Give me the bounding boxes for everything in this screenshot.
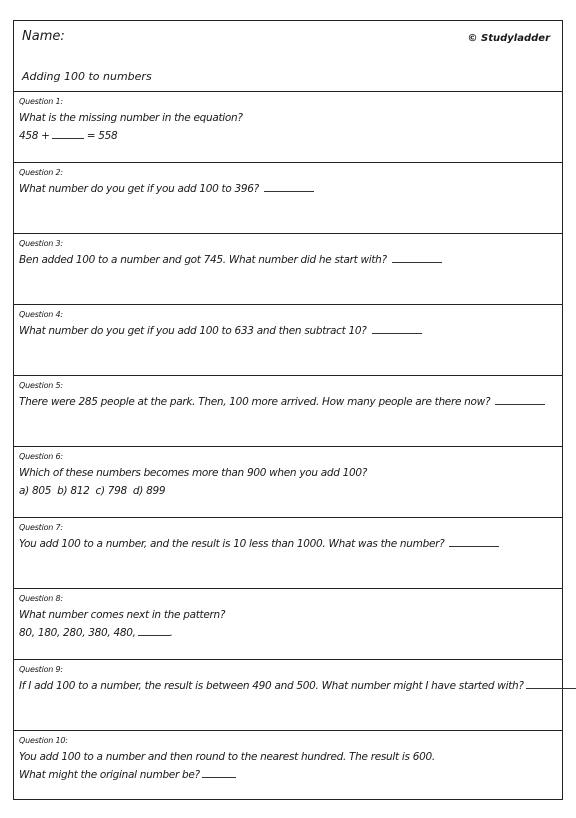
question-text: What number comes next in the pattern? xyxy=(19,609,226,621)
answer-options xyxy=(19,482,556,500)
question-4 xyxy=(14,305,562,376)
question-3 xyxy=(14,234,562,305)
question-label: Question 6: xyxy=(19,452,63,461)
answer-blank[interactable] xyxy=(526,678,576,689)
question-text: What number do you get if you add 100 to 633 and then subtract 10? xyxy=(19,325,367,337)
question-text: If I add 100 to a number, the result is between 490 and 500. What number might I have started with? xyxy=(19,680,524,692)
question-equation xyxy=(19,127,556,145)
answer-blank[interactable] xyxy=(138,625,170,636)
answer-blank[interactable] xyxy=(449,536,499,547)
question-text: What is the missing number in the equation? xyxy=(19,112,243,124)
number-pattern xyxy=(19,624,556,642)
question-1 xyxy=(14,92,562,163)
worksheet xyxy=(13,20,563,800)
option-c[interactable]: c) 798 xyxy=(95,485,127,497)
question-text: Ben added 100 to a number and got 745. What number did he start with? xyxy=(19,254,387,266)
equation-right: = 558 xyxy=(83,130,118,142)
question-label: Question 10: xyxy=(19,736,68,745)
question-label: Question 8: xyxy=(19,594,63,603)
name-label: Name: xyxy=(22,29,65,44)
question-text-line xyxy=(19,251,556,269)
question-text-line xyxy=(19,393,556,411)
option-a[interactable]: a) 805 xyxy=(19,485,52,497)
question-text-line xyxy=(19,766,556,784)
question-label: Question 5: xyxy=(19,381,63,390)
answer-blank[interactable] xyxy=(52,128,84,139)
question-10 xyxy=(14,731,562,801)
question-text-line xyxy=(19,677,556,695)
question-9 xyxy=(14,660,562,731)
question-label: Question 2: xyxy=(19,168,63,177)
question-prompt: What might the original number be? xyxy=(19,769,200,781)
question-label: Question 7: xyxy=(19,523,63,532)
answer-blank[interactable] xyxy=(495,394,545,405)
question-label: Question 3: xyxy=(19,239,63,248)
question-text: You add 100 to a number and then round to the nearest hundred. The result is 600. xyxy=(19,751,435,763)
question-8 xyxy=(14,589,562,660)
question-text: There were 285 people at the park. Then, 100 more arrived. How many people are there now? xyxy=(19,396,491,408)
answer-blank[interactable] xyxy=(372,323,422,334)
question-text-line xyxy=(19,535,556,553)
answer-blank[interactable] xyxy=(392,252,442,263)
answer-blank[interactable] xyxy=(202,767,236,778)
option-d[interactable]: d) 899 xyxy=(132,485,166,497)
question-label: Question 4: xyxy=(19,310,63,319)
question-5 xyxy=(14,376,562,447)
question-label: Question 9: xyxy=(19,665,63,674)
worksheet-title: Adding 100 to numbers xyxy=(22,70,152,83)
question-text: Which of these numbers becomes more than 900 when you add 100? xyxy=(19,467,368,479)
question-label: Question 1: xyxy=(19,97,63,106)
question-text-line xyxy=(19,180,556,198)
equation-left: 458 + xyxy=(19,130,50,142)
brand-logo-text: © Studyladder xyxy=(467,33,550,44)
worksheet-header xyxy=(14,21,562,92)
question-6 xyxy=(14,447,562,518)
question-7 xyxy=(14,518,562,589)
pattern-end: . xyxy=(169,627,173,639)
question-text: You add 100 to a number, and the result is 10 less than 1000. What was the number? xyxy=(19,538,445,550)
question-text-line xyxy=(19,322,556,340)
pattern-values: 80, 180, 280, 380, 480, xyxy=(19,627,136,639)
answer-blank[interactable] xyxy=(264,181,314,192)
question-2 xyxy=(14,163,562,234)
question-text: What number do you get if you add 100 to 396? xyxy=(19,183,259,195)
option-b[interactable]: b) 812 xyxy=(57,485,90,497)
